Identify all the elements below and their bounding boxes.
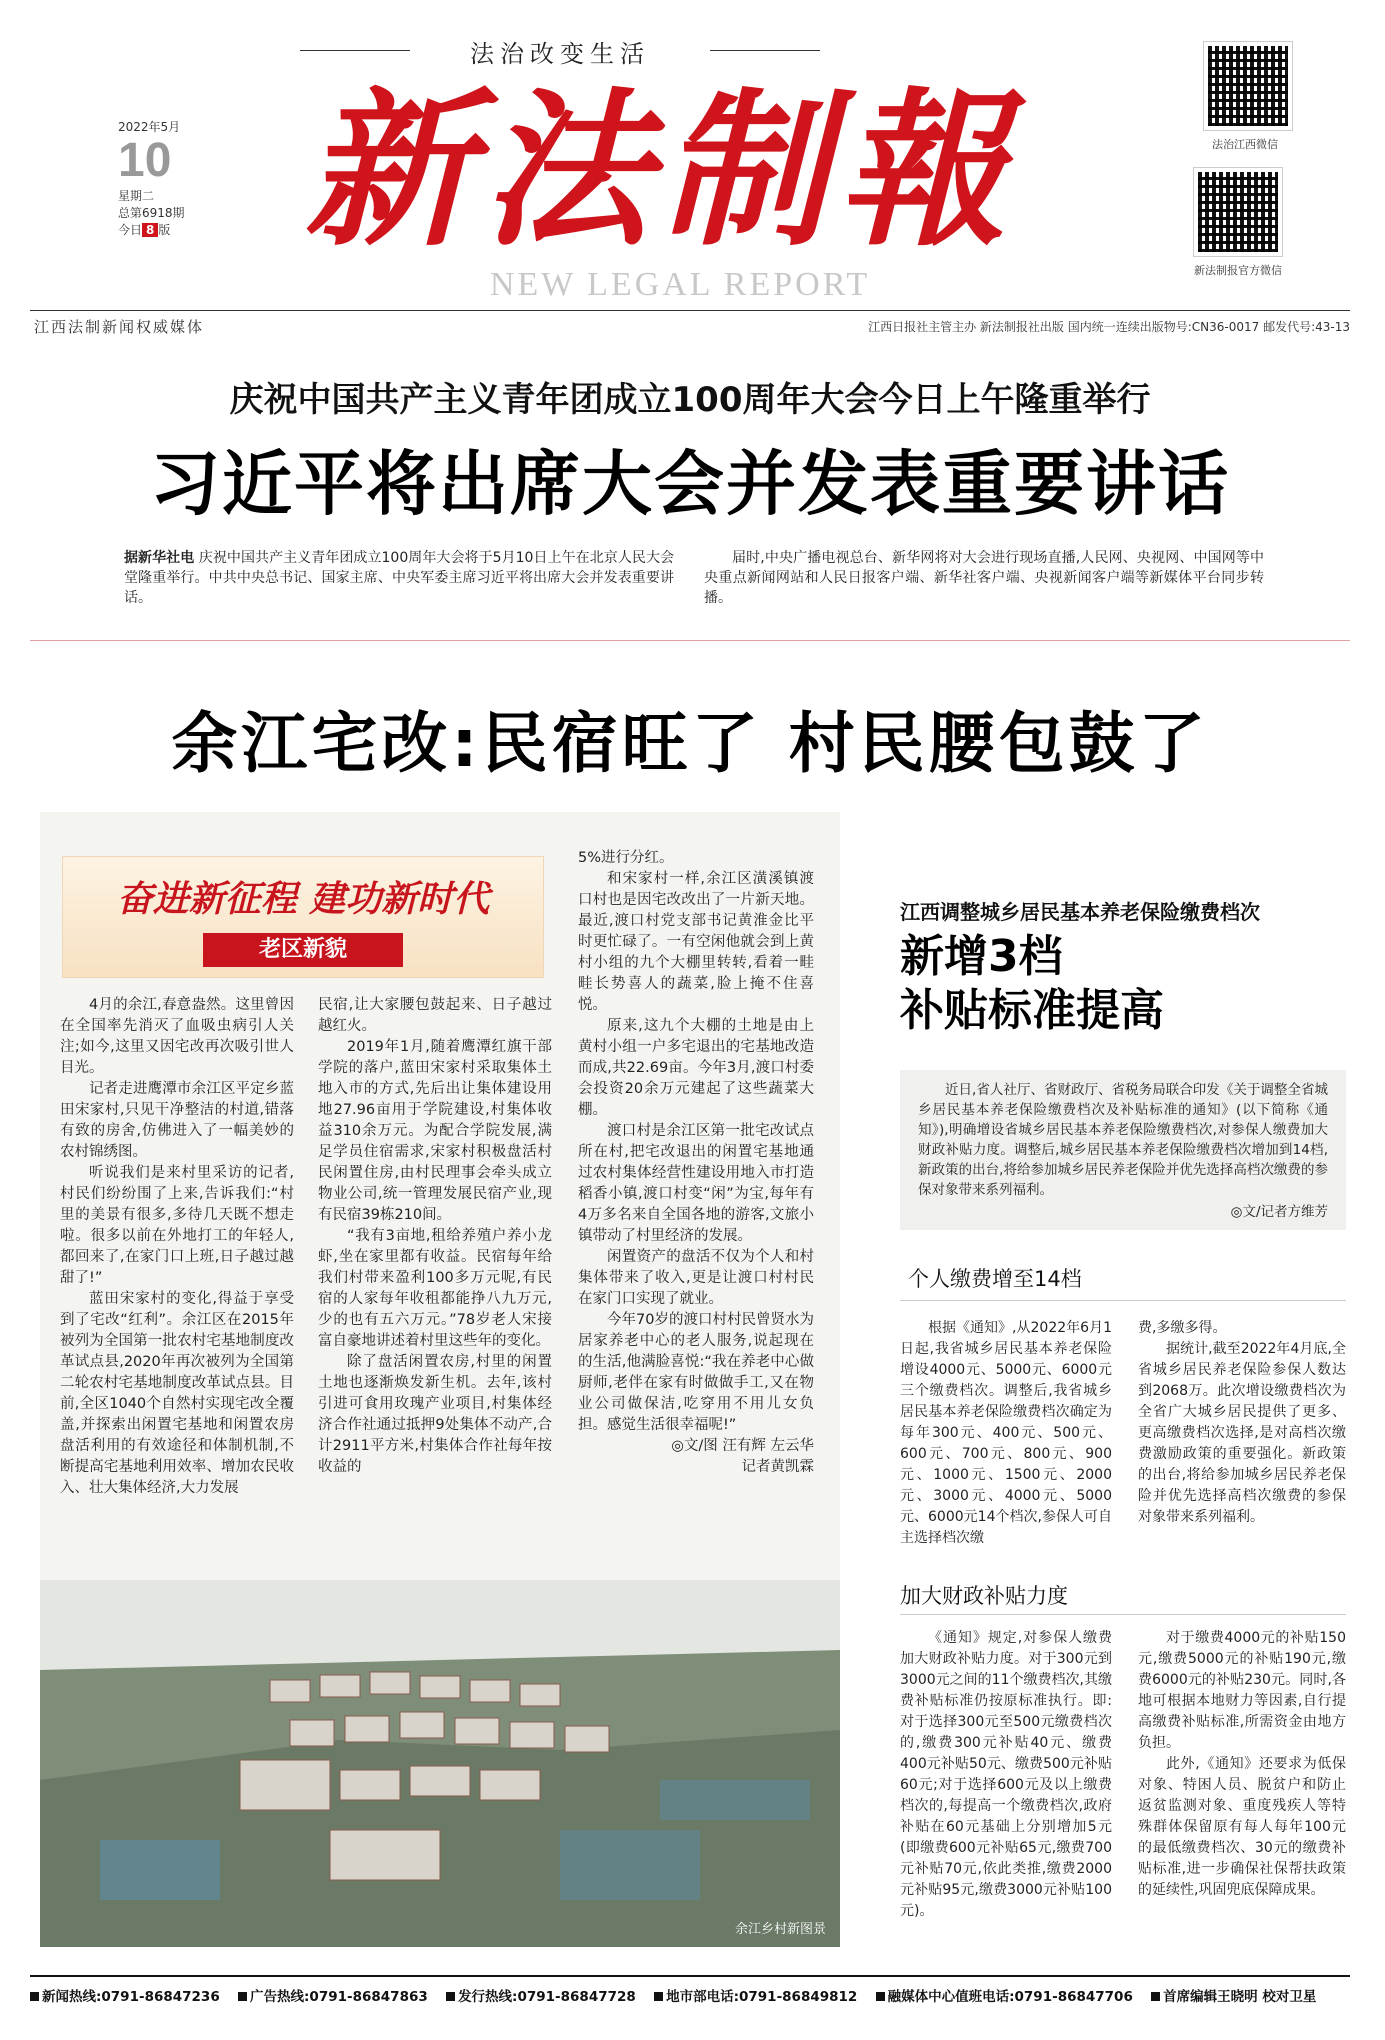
square-bullet-icon <box>1151 1992 1160 2001</box>
paragraph: 今年70岁的渡口村村民曾贤水为居家养老中心的老人服务,说起现在的生活,他满脸喜悦:“我在养老中心做厨师,老伴在家有时做做手工,又在物业公司做保洁,吃穿用不用儿女负担。感觉生活很幸福呢!” <box>578 1312 814 1433</box>
lead-para-1 <box>124 548 674 608</box>
lead-kicker: 庆祝中国共产主义青年团成立100周年大会今日上午隆重举行 <box>229 380 1151 420</box>
pension-headline-1: 新增3档 <box>900 931 1063 982</box>
issue-day: 10 <box>118 134 172 187</box>
qr-block-1 <box>1190 42 1300 152</box>
section-rule <box>900 1614 1346 1615</box>
paragraph: “我有3亩地,租给养殖户养小龙虾,坐在家里都有收益。民宿每年给我们村带来盈利100多万元呢,有民宿的人家每年收租都能挣八九万元,少的也有五六万元。”78岁老人宋接富自豪地讲述着村里这些年的变化。 <box>318 1228 552 1349</box>
footer-item-text: 地市部电话:0791-86849812 <box>666 1989 858 2005</box>
photo-caption: 余江乡村新图景 <box>734 1922 826 1937</box>
footer-item-text: 新闻热线:0791-86847236 <box>42 1989 220 2005</box>
masthead-publisher: 江西日报社主管主办 新法制报社出版 国内统一连续出版物号:CN36-0017 邮发代号:43-13 <box>868 320 1350 334</box>
village-aerial-photo <box>40 1580 840 1947</box>
pension-section-1-col-1: 根据《通知》,从2022年6月1日起,我省城乡居民基本养老保险增设4000元、5000元、6000元三个缴费档次。调整后,我省城乡居民基本养老保险缴费档次确定为每年300元、400元、500元、600元、700元、800元、900元、1000元、1500元、2000元、3000元、4000元、5000元、6000元14个档次,参保人可自主选择档次缴 <box>900 1320 1112 1546</box>
paragraph: 蓝田宋家村的变化,得益于享受到了宅改“红利”。余江区在2015年被列为全国第一批农村宅基地制度改革试点县,2020年再次被列为全国第二轮农村宅基地制度改革试点县。目前,全区1040个自然村实现宅改全覆盖,并探索出闲置宅基地和闲置农房盘活利用的有效途径和体制机制,不断提高宅基地利用效率、增加农民收入、壮大集体经济,大力发展 <box>60 1291 294 1496</box>
feature-credit-1: ◎文/图 汪有辉 左云华 <box>671 1438 814 1454</box>
masthead-slogan: 法治改变生活 <box>470 40 650 68</box>
masthead-title: 新法制報 <box>304 71 1016 269</box>
qr-label-2: 新法制报官方微信 <box>1194 264 1282 277</box>
paragraph: 对于缴费4000元的补贴150元,缴费5000元的补贴190元,缴费6000元的补贴230元。同时,各地可根据本地财力等因素,自行提高缴费补贴标准,所需资金由地方负担。 <box>1138 1630 1346 1751</box>
square-bullet-icon <box>876 1992 885 2001</box>
footer-item <box>446 1989 636 2005</box>
footer-bar <box>30 1985 1360 2005</box>
qr-code-icon[interactable] <box>1204 42 1292 130</box>
footer-item <box>30 1989 220 2005</box>
lead-para-2: 届时,中央广播电视总台、新华网将对大会进行现场直播,人民网、央视网、中国网等中央重点新闻网站和人民日报客户端、新华社客户端、央视新闻客户端等新媒体平台同步转播。 <box>704 550 1264 606</box>
footer-item-text: 发行热线:0791-86847728 <box>458 1989 636 2005</box>
feature-headline: 余江宅改:民宿旺了 村民腰包鼓了 <box>171 705 1209 782</box>
section-rule <box>900 1300 1346 1301</box>
qr-label-1: 法治江西微信 <box>1212 138 1278 151</box>
paragraph: 据统计,截至2022年4月底,全省城乡居民养老保险参保人数达到2068万。此次增设缴费档次为全省广大城乡居民提供了更多、更高缴费档次选择,是对高档次缴费激励政策的重要强化。新政策的出台,将给参加城乡居民养老保险并优先选择高档次缴费的参保对象带来系列福利。 <box>1138 1341 1346 1525</box>
paragraph: 费,多缴多得。 <box>1138 1320 1227 1336</box>
masthead-title-en: NEW LEGAL REPORT <box>489 266 871 303</box>
footer-item <box>876 1989 1133 2005</box>
pension-headline-2: 补贴标准提高 <box>900 985 1164 1036</box>
slogan-rule-right <box>710 50 820 51</box>
square-bullet-icon <box>30 1992 39 2001</box>
paragraph: 2019年1月,随着鹰潭红旗干部学院的落户,蓝田宋家村采取集体土地入市的方式,先后出让集体建设用地27.96亩用于学院建设,村集体收益310余万元。为配合学院发展,满足学员住宿需求,宋家村积极盘活村民闲置住房,由村民理事会牵头成立物业公司,统一管理发展民宿产业,现有民宿39栋210间。 <box>318 1039 552 1223</box>
square-bullet-icon <box>446 1992 455 2001</box>
footer-item <box>238 1989 428 2005</box>
issue-date-box <box>118 118 228 238</box>
pension-intro-box <box>900 1070 1346 1230</box>
issue-number: 总第6918期 <box>118 206 185 220</box>
feature-col-2 <box>318 995 552 1478</box>
village-photo-illustration <box>40 1580 840 1947</box>
paragraph: 记者走进鹰潭市余江区平定乡蓝田宋家村,只见干净整洁的村道,错落有致的房舍,仿佛进入了一幅美妙的农村锦绣图。 <box>60 1081 294 1160</box>
paragraph: 渡口村是余江区第一批宅改试点所在村,把宅改退出的闲置宅基地通过农村集体经营性建设用地入市打造稻香小镇,渡口村变“闲”为宝,每年有4万多名来自全国各地的游客,文旅小镇带动了村里经济的发展。 <box>578 1123 814 1244</box>
paragraph: 5%进行分红。 <box>578 850 674 866</box>
feature-banner <box>62 856 544 978</box>
pension-intro: 近日,省人社厅、省财政厅、省税务局联合印发《关于调整全省城乡居民基本养老保险缴费档次及补贴标准的通知》(以下简称《通知》),明确增设省城乡居民基本养老保险缴费档次,对参保人缴费加大财政补贴力度。调整后,城乡居民基本养老保险缴费档次增加到14档,新政策的出台,将给参加城乡居民养老保险并优先选择高档次缴费的参保对象带来系列福利。 <box>918 1082 1328 1198</box>
paragraph: 原来,这九个大棚的土地是由上黄村小组一户多宅退出的宅基地改造而成,共22.69亩。今年3月,渡口村委会投资20余万元建起了这些蔬菜大棚。 <box>578 1018 814 1118</box>
paragraph: 闲置资产的盘活不仅为个人和村集体带来了收入,更是让渡口村村民在家门口实现了就业。 <box>578 1249 814 1307</box>
pension-section-2-col-1: 《通知》规定,对参保人缴费加大财政补贴力度。对于300元到3000元之间的11个缴费档次,其缴费补贴标准仍按原标准执行。即:对于选择300元至500元缴费档次的,缴费300元补贴40元、缴费400元补贴50元、缴费500元补贴60元;对于选择600元及以上缴费档次的,每提高一个缴费档次,政府补贴在60元基础上分别增加5元(即缴费600元补贴65元,缴费700元补贴70元,依此类推,缴费2000元补贴95元,缴费3000元补贴100元)。 <box>900 1630 1112 1919</box>
lead-byline: 据新华社电 <box>124 550 195 566</box>
page-count-number: 8 <box>142 223 158 237</box>
page-count <box>118 221 228 238</box>
pension-kicker: 江西调整城乡居民基本养老保险缴费档次 <box>900 900 1260 924</box>
feature-credit-2: 记者黄凯霖 <box>741 1459 814 1475</box>
paragraph: 民宿,让大家腰包鼓起来、日子越过越红火。 <box>318 997 552 1034</box>
footer-item <box>1151 1989 1316 2005</box>
square-bullet-icon <box>238 1992 247 2001</box>
banner-subtitle: 老区新貌 <box>203 933 403 967</box>
footer-item-text: 融媒体中心值班电话:0791-86847706 <box>887 1989 1133 2005</box>
feature-col-3 <box>578 848 814 1478</box>
square-bullet-icon <box>654 1992 663 2001</box>
page-count-pre: 今日 <box>118 223 143 237</box>
pension-intro-credit: ◎文/记者方维芳 <box>1230 1204 1328 1220</box>
masthead-tagline: 江西法制新闻权威媒体 <box>34 318 205 336</box>
footer-rule <box>30 1975 1350 1977</box>
qr-code-icon[interactable] <box>1194 168 1282 256</box>
footer-item-text: 首席编辑王晓明 校对卫星 <box>1163 1989 1317 2005</box>
masthead-rule <box>30 310 1350 311</box>
issue-weekday: 星期二 <box>118 189 155 203</box>
paragraph: 和宋家村一样,余江区潢溪镇渡口村也是因宅改改出了一片新天地。最近,渡口村党支部书记黄淮金比平时更忙碌了。一有空闲他就会到上黄村小组的九个大棚里转转,看着一畦畦长势喜人的蔬菜,脸上掩不住喜悦。 <box>578 871 814 1013</box>
issue-year-month: 2022年5月 <box>118 120 181 134</box>
paragraph: 此外,《通知》还要求为低保对象、特困人员、脱贫户和防止返贫监测对象、重度残疾人等特殊群体保留原有每人每年100元的最低缴费档次、30元的缴费补贴标准,进一步确保社保帮扶政策的延续性,巩固兜底保障成果。 <box>1138 1756 1346 1898</box>
banner-title: 奋进新征程 建功新时代 <box>116 878 490 920</box>
paragraph: 4月的余江,春意盎然。这里曾因在全国率先消灭了血吸虫病引人关注;如今,这里又因宅改再次吸引世人目光。 <box>60 997 294 1076</box>
pension-section-1-title: 个人缴费增至14档 <box>908 1267 1082 1291</box>
paragraph: 除了盘活闲置农房,村里的闲置土地也逐渐焕发新生机。去年,该村引进可食用玫瑰产业项目,村集体经济合作社通过抵押9处集体不动产,合计2911平方米,村集体合作社每年按收益的 <box>318 1354 552 1475</box>
footer-item <box>654 1989 857 2005</box>
lead-para-1-text: 庆祝中国共产主义青年团成立100周年大会将于5月10日上午在北京人民大会堂隆重举行。中共中央总书记、国家主席、中央军委主席习近平将出席大会并发表重要讲话。 <box>124 550 675 606</box>
section-divider <box>30 640 1350 641</box>
pension-section-2-col-2 <box>1138 1628 1346 1901</box>
pension-section-2-title: 加大财政补贴力度 <box>900 1584 1068 1608</box>
paragraph: 听说我们是来村里采访的记者,村民们纷纷围了上来,告诉我们:“村里的美景有很多,多待几天既不想走啦。很多以前在外地打工的年轻人,都回来了,在家门口上班,日子越过越甜了!” <box>60 1165 294 1286</box>
qr-block-2 <box>1178 168 1298 278</box>
pension-section-1-col-2 <box>1138 1318 1346 1528</box>
page-count-post: 版 <box>158 223 171 237</box>
footer-item-text: 广告热线:0791-86847863 <box>250 1989 428 2005</box>
feature-col-1 <box>60 995 294 1499</box>
lead-headline: 习近平将出席大会并发表重要讲话 <box>150 443 1230 525</box>
